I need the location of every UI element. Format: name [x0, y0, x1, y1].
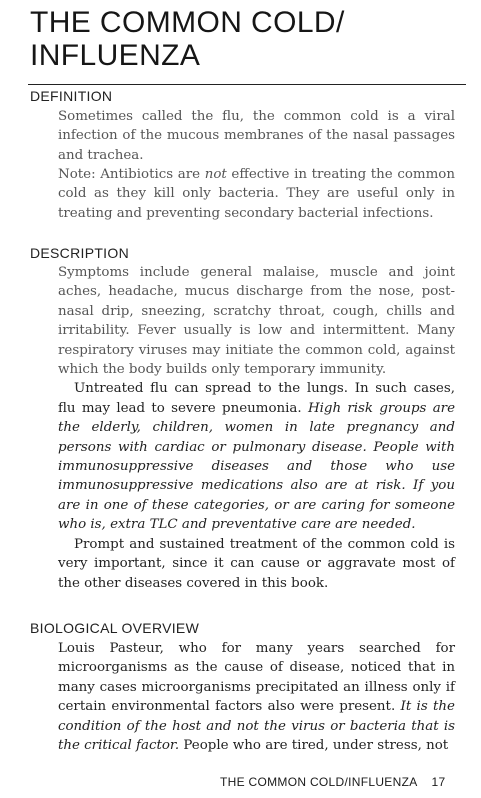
biological-overview-paragraph	[58, 639, 455, 755]
page-footer	[220, 775, 445, 789]
definition-body	[58, 107, 455, 165]
bio-emphasis: It is the condition of the host and not the virus or bacteria that is the critical factor.	[58, 699, 455, 754]
note-rest: effective in treating the common cold as they kill only bacteria. They are useful only in treating and preventing secondary bacterial infections.	[58, 167, 455, 221]
description-paragraph-2	[58, 379, 455, 534]
definition-heading: DEFINITION	[30, 88, 113, 104]
note-lead: Note: Antibiotics are	[58, 167, 205, 182]
biological-overview-body	[58, 639, 455, 755]
running-title: THE COMMON COLD/INFLUENZA	[220, 775, 418, 789]
definition-note-text	[58, 165, 455, 223]
page-number: 17	[431, 775, 446, 789]
high-risk-emphasis: High risk groups are the elderly, children, women in late pregnancy and persons with cardiac or pulmonary disease. People with immunosuppressive diseases and those who use immunosuppressive medications also are at risk. If you are in one of these categories, or are caring for someone who is, extra TLC and preventative care are needed.	[58, 400, 456, 533]
paragraph-2-text: Untreated flu can spread to the lungs. In such cases, flu may lead to severe pneumonia.	[58, 381, 455, 416]
description-paragraph-1: Symptoms include general malaise, muscle and joint aches, headache, mucus discharge from the nose, post-nasal drip, sneezing, scratchy throat, cough, chills and irritability. Fever usually is low and intermittent. Many respiratory viruses may initiate the common cold, against which the body builds only temporary immunity.	[58, 265, 455, 378]
definition-text: Sometimes called the flu, the common cold is a viral infection of the mucous membranes of the nasal passages and trachea.	[58, 109, 455, 163]
page-title	[30, 6, 345, 72]
page-title-line-1: THE COMMON COLD/	[30, 6, 345, 39]
page-title-line-2: INFLUENZA	[30, 39, 201, 72]
description-heading: DESCRIPTION	[30, 245, 129, 261]
description-body	[58, 263, 455, 593]
definition-note	[58, 165, 455, 223]
bio-text: Louis Pasteur, who for many years searched for microorganisms as the cause of disease, noticed that in many cases microorganisms precipitated an illness only if certain environmental factors also were present.	[58, 641, 455, 715]
biological-overview-heading: BIOLOGICAL OVERVIEW	[30, 620, 200, 636]
title-divider	[28, 84, 466, 85]
bio-text-rest: People who are tired, under stress, not	[179, 738, 449, 754]
description-paragraph-3: Prompt and sustained treatment of the common cold is very important, since it can cause or aggravate most of the other diseases covered in this book.	[58, 536, 455, 591]
note-emphasis: not	[204, 167, 227, 182]
